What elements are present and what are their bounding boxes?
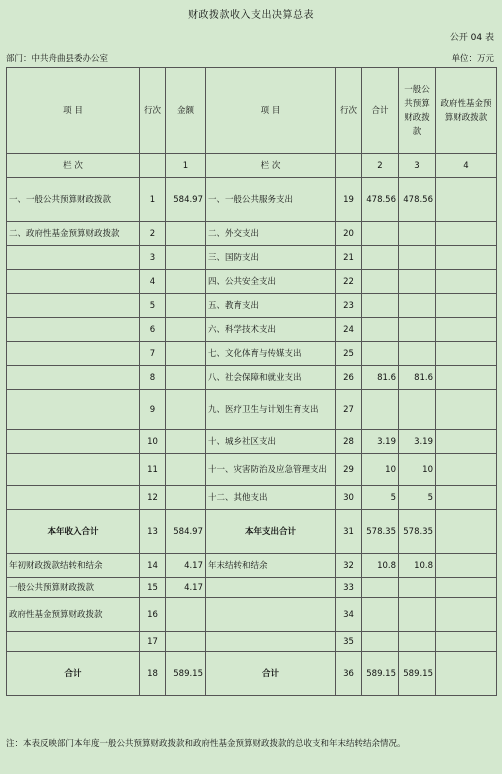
cell-right-item: 本年支出合计 (206, 510, 336, 554)
cell-general-budget: 589.15 (399, 652, 436, 696)
cell-right-row-no: 32 (336, 554, 362, 578)
cell-left-item (7, 366, 140, 390)
cell-right-item: 七、文化体育与传媒支出 (206, 342, 336, 366)
cell-amount (166, 342, 206, 366)
cell-left-item: 一般公共预算财政拨款 (7, 578, 140, 598)
cell-right-item: 四、公共安全支出 (206, 270, 336, 294)
cell-left-item: 年初财政拨款结转和结余 (7, 554, 140, 578)
table-row (7, 270, 497, 294)
header-amount: 金额 (166, 68, 206, 154)
cell-right-row-no: 27 (336, 390, 362, 430)
cell-right-item (206, 598, 336, 632)
cell-right-item: 十二、其他支出 (206, 486, 336, 510)
cell-gov-fund (436, 318, 497, 342)
cell-total: 578.35 (362, 510, 399, 554)
cell-right-row-no: 35 (336, 632, 362, 652)
cell-total: 10 (362, 454, 399, 486)
cell-left-row-no: 15 (140, 578, 166, 598)
cell-amount (166, 366, 206, 390)
cell-general-budget: 578.35 (399, 510, 436, 554)
table-row (7, 366, 497, 390)
cell-gov-fund (436, 178, 497, 222)
cell-left-row-no: 7 (140, 342, 166, 366)
cell-gov-fund (436, 270, 497, 294)
cell-general-budget (399, 246, 436, 270)
cell-right-row-no: 25 (336, 342, 362, 366)
header-total: 合计 (362, 68, 399, 154)
table-row (7, 578, 497, 598)
footnote: 注：本表反映部门本年度一般公共预算财政拨款和政府性基金预算财政拨款的总收支和年末结转结余情况。 (6, 739, 406, 749)
cell-total (362, 342, 399, 366)
cell-amount (166, 246, 206, 270)
table-row (7, 454, 497, 486)
cell-left-item: 本年收入合计 (7, 510, 140, 554)
cell-amount (166, 454, 206, 486)
cell-amount: 584.97 (166, 510, 206, 554)
cell-general-budget (399, 318, 436, 342)
cell-total: 478.56 (362, 178, 399, 222)
cell-left-item (7, 486, 140, 510)
cell-left-item: 合计 (7, 652, 140, 696)
cell-total (362, 390, 399, 430)
unit-label: 单位：万元 (451, 54, 494, 64)
cell-right-item: 一、一般公共服务支出 (206, 178, 336, 222)
cell-right-row-no: 26 (336, 366, 362, 390)
table-row (7, 554, 497, 578)
header-gov-fund: 政府性基金预算财政拨款 (436, 68, 497, 154)
table-row (7, 222, 497, 246)
header-row (7, 68, 497, 154)
cell-general-budget: 81.6 (399, 366, 436, 390)
cell-general-budget: 3.19 (399, 430, 436, 454)
cell-general-budget (399, 632, 436, 652)
table-row (7, 598, 497, 632)
cell-left-row-no: 1 (140, 178, 166, 222)
cell-total (362, 270, 399, 294)
col-index-1: 1 (166, 154, 206, 178)
cell-amount (166, 632, 206, 652)
table-row (7, 652, 497, 696)
cell-left-item (7, 454, 140, 486)
cell-gov-fund (436, 222, 497, 246)
department-label: 部门：中共舟曲县委办公室 (6, 54, 109, 64)
cell-left-row-no: 12 (140, 486, 166, 510)
cell-left-row-no: 5 (140, 294, 166, 318)
cell-right-item (206, 632, 336, 652)
cell-right-row-no: 22 (336, 270, 362, 294)
cell-right-row-no: 19 (336, 178, 362, 222)
cell-general-budget (399, 222, 436, 246)
cell-general-budget: 10 (399, 454, 436, 486)
cell-right-item: 年末结转和结余 (206, 554, 336, 578)
cell-right-item: 二、外交支出 (206, 222, 336, 246)
cell-left-item: 政府性基金预算财政拨款 (7, 598, 140, 632)
cell-right-item: 十、城乡社区支出 (206, 430, 336, 454)
col-index-empty (140, 154, 166, 178)
cell-general-budget: 478.56 (399, 178, 436, 222)
cell-amount (166, 486, 206, 510)
page-title: 财政拨款收入支出决算总表 (188, 10, 314, 21)
cell-left-item (7, 632, 140, 652)
cell-total (362, 246, 399, 270)
cell-left-item (7, 294, 140, 318)
cell-left-item (7, 246, 140, 270)
table-row (7, 510, 497, 554)
cell-left-row-no: 4 (140, 270, 166, 294)
cell-left-item: 一、一般公共预算财政拨款 (7, 178, 140, 222)
cell-right-row-no: 28 (336, 430, 362, 454)
header-row-no: 行次 (140, 68, 166, 154)
table-row (7, 486, 497, 510)
budget-table (6, 67, 497, 696)
cell-gov-fund (436, 430, 497, 454)
column-index-row (7, 154, 497, 178)
cell-total: 3.19 (362, 430, 399, 454)
cell-amount (166, 390, 206, 430)
cell-total (362, 578, 399, 598)
cell-gov-fund (436, 342, 497, 366)
cell-gov-fund (436, 390, 497, 430)
cell-amount (166, 222, 206, 246)
cell-right-item: 五、教育支出 (206, 294, 336, 318)
cell-right-row-no: 20 (336, 222, 362, 246)
cell-right-row-no: 24 (336, 318, 362, 342)
cell-amount (166, 318, 206, 342)
table-row (7, 318, 497, 342)
cell-total: 10.8 (362, 554, 399, 578)
cell-left-row-no: 6 (140, 318, 166, 342)
cell-general-budget (399, 270, 436, 294)
cell-total: 5 (362, 486, 399, 510)
col-index-label2: 栏 次 (206, 154, 336, 178)
cell-total (362, 632, 399, 652)
cell-total: 81.6 (362, 366, 399, 390)
col-index-empty2 (336, 154, 362, 178)
cell-right-row-no: 33 (336, 578, 362, 598)
cell-left-row-no: 3 (140, 246, 166, 270)
cell-left-row-no: 2 (140, 222, 166, 246)
table-row (7, 632, 497, 652)
cell-total (362, 222, 399, 246)
cell-gov-fund (436, 510, 497, 554)
cell-gov-fund (436, 294, 497, 318)
cell-general-budget: 10.8 (399, 554, 436, 578)
cell-gov-fund (436, 632, 497, 652)
cell-left-item (7, 270, 140, 294)
cell-left-row-no: 18 (140, 652, 166, 696)
cell-general-budget (399, 390, 436, 430)
header-row-no2: 行次 (336, 68, 362, 154)
cell-gov-fund (436, 486, 497, 510)
cell-left-row-no: 9 (140, 390, 166, 430)
header-item: 项 目 (7, 68, 140, 154)
cell-amount (166, 294, 206, 318)
cell-gov-fund (436, 366, 497, 390)
cell-left-row-no: 11 (140, 454, 166, 486)
header-general-budget: 一般公共预算财政拨款 (399, 68, 436, 154)
table-row (7, 390, 497, 430)
table-row (7, 342, 497, 366)
col-index-2: 2 (362, 154, 399, 178)
cell-left-row-no: 10 (140, 430, 166, 454)
cell-gov-fund (436, 554, 497, 578)
cell-left-item (7, 430, 140, 454)
cell-gov-fund (436, 598, 497, 632)
cell-left-row-no: 13 (140, 510, 166, 554)
cell-total (362, 598, 399, 632)
cell-total: 589.15 (362, 652, 399, 696)
cell-right-item: 六、科学技术支出 (206, 318, 336, 342)
cell-gov-fund (436, 652, 497, 696)
cell-left-row-no: 14 (140, 554, 166, 578)
cell-right-row-no: 30 (336, 486, 362, 510)
cell-right-row-no: 23 (336, 294, 362, 318)
cell-right-item (206, 578, 336, 598)
cell-right-item: 合计 (206, 652, 336, 696)
cell-general-budget (399, 578, 436, 598)
table-row (7, 430, 497, 454)
cell-amount: 4.17 (166, 554, 206, 578)
cell-right-row-no: 31 (336, 510, 362, 554)
cell-gov-fund (436, 246, 497, 270)
cell-right-row-no: 29 (336, 454, 362, 486)
cell-general-budget (399, 294, 436, 318)
cell-gov-fund (436, 454, 497, 486)
form-number: 公开 04 表 (449, 33, 494, 43)
table-row (7, 294, 497, 318)
table-row (7, 246, 497, 270)
cell-amount: 4.17 (166, 578, 206, 598)
cell-left-item (7, 342, 140, 366)
col-index-label: 栏 次 (7, 154, 140, 178)
cell-right-item: 十一、灾害防治及应急管理支出 (206, 454, 336, 486)
cell-left-item (7, 390, 140, 430)
cell-left-row-no: 17 (140, 632, 166, 652)
table-row (7, 178, 497, 222)
col-index-3: 3 (399, 154, 436, 178)
cell-left-row-no: 16 (140, 598, 166, 632)
cell-general-budget (399, 598, 436, 632)
col-index-4: 4 (436, 154, 497, 178)
cell-amount (166, 270, 206, 294)
cell-right-row-no: 34 (336, 598, 362, 632)
cell-right-item: 三、国防支出 (206, 246, 336, 270)
cell-general-budget (399, 342, 436, 366)
cell-amount: 584.97 (166, 178, 206, 222)
cell-general-budget: 5 (399, 486, 436, 510)
cell-total (362, 294, 399, 318)
cell-right-row-no: 21 (336, 246, 362, 270)
cell-right-item: 九、医疗卫生与计划生育支出 (206, 390, 336, 430)
cell-amount (166, 598, 206, 632)
cell-right-row-no: 36 (336, 652, 362, 696)
cell-gov-fund (436, 578, 497, 598)
header-item2: 项 目 (206, 68, 336, 154)
cell-left-row-no: 8 (140, 366, 166, 390)
cell-left-item (7, 318, 140, 342)
cell-right-item: 八、社会保障和就业支出 (206, 366, 336, 390)
cell-amount (166, 430, 206, 454)
cell-total (362, 318, 399, 342)
cell-left-item: 二、政府性基金预算财政拨款 (7, 222, 140, 246)
cell-amount: 589.15 (166, 652, 206, 696)
